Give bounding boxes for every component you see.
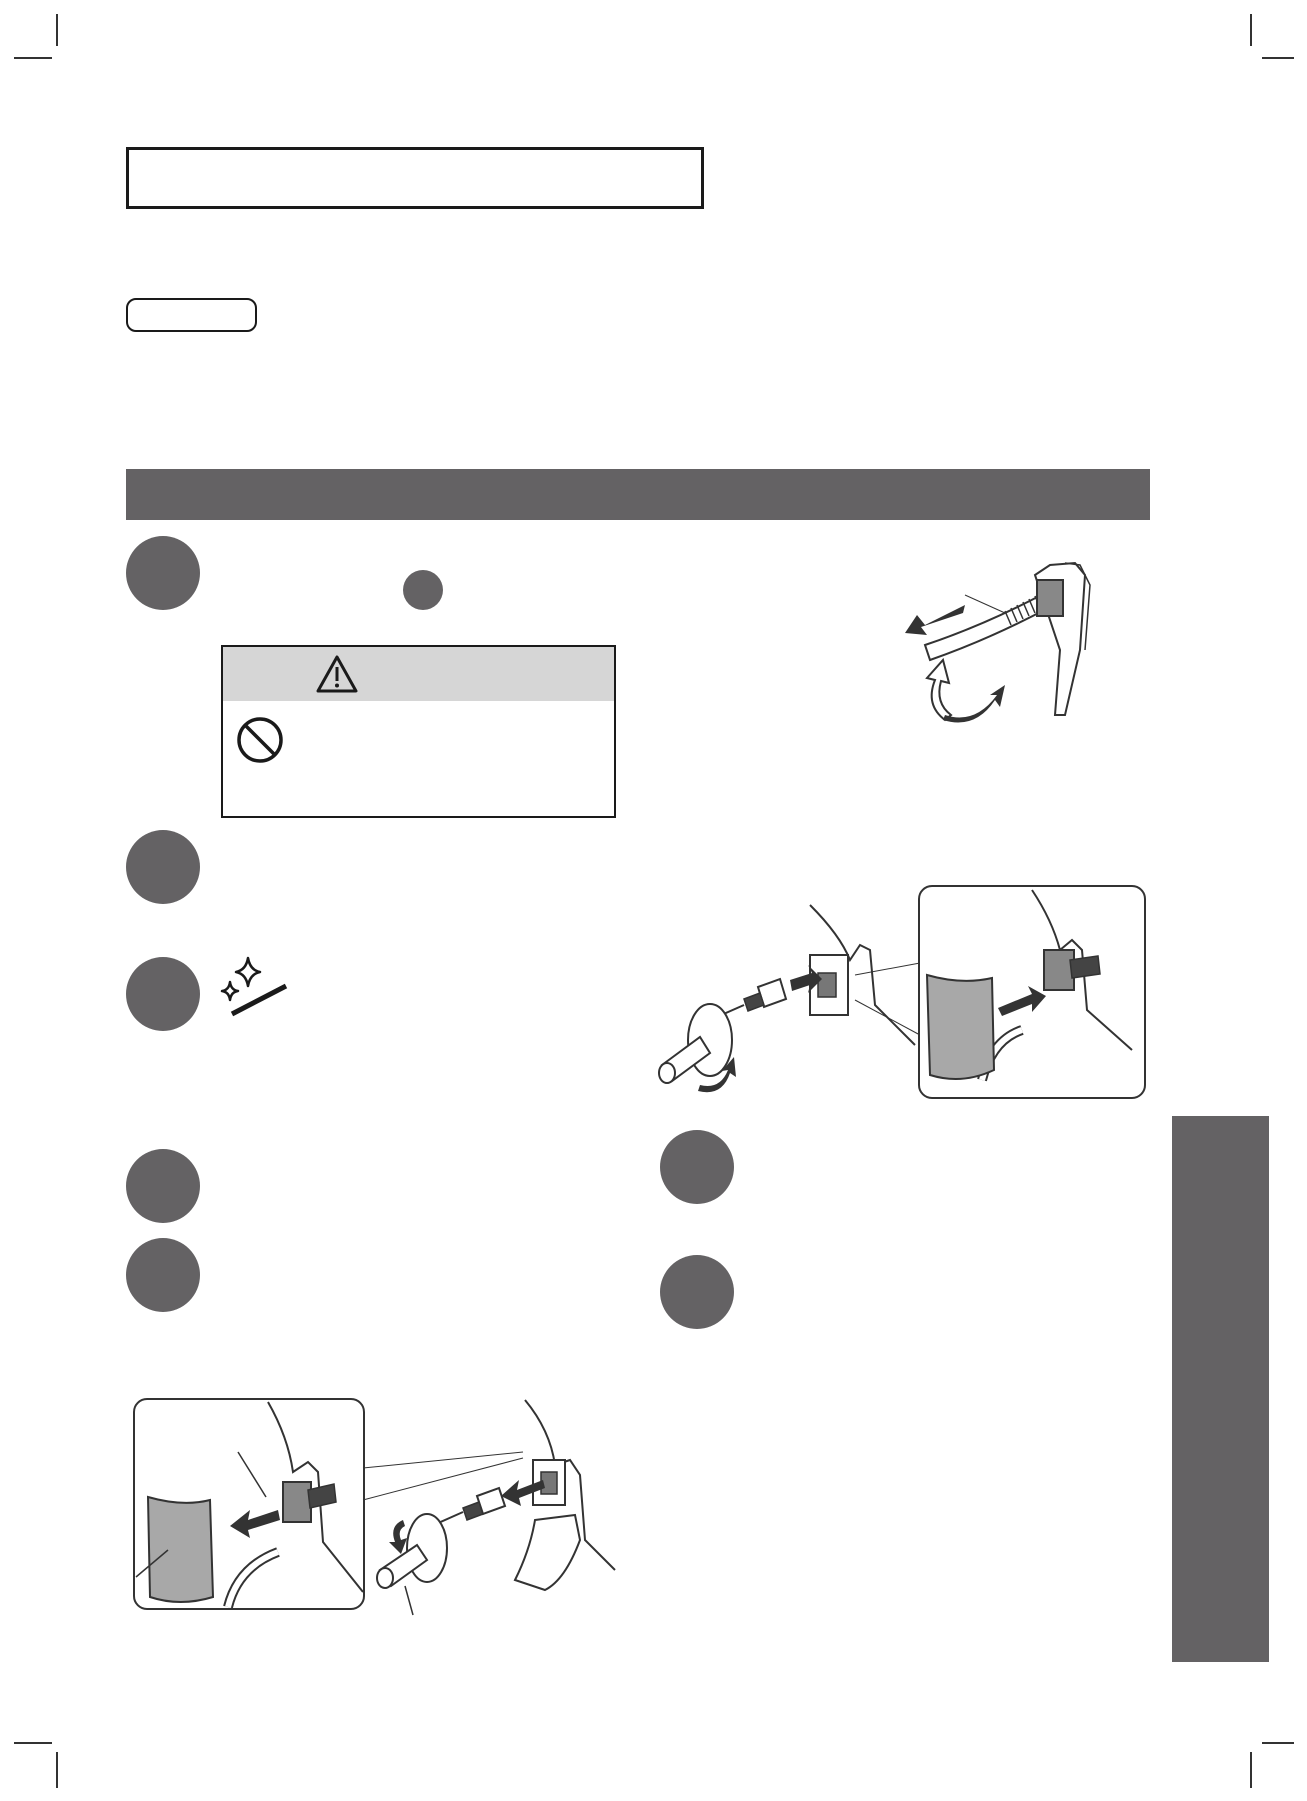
- sparkle-clean-icon: [218, 954, 288, 1020]
- crop-mark: [14, 57, 52, 59]
- crop-mark: [1250, 14, 1252, 46]
- cover-removal-detail: [138, 1402, 363, 1607]
- note-label-pill: [126, 298, 257, 332]
- crop-mark: [1262, 1742, 1294, 1744]
- warning-header: [223, 647, 614, 701]
- screw-insertion-illustration: [640, 905, 920, 1105]
- crop-mark: [1250, 1752, 1252, 1788]
- crop-mark: [56, 14, 58, 46]
- warning-box: [221, 645, 616, 818]
- step-marker-3: [126, 957, 200, 1031]
- crop-mark: [56, 1752, 58, 1788]
- screw-removal-illustration: [365, 1400, 615, 1620]
- hose-removal-illustration: [905, 555, 1135, 745]
- chapter-side-tab: [1172, 1116, 1269, 1662]
- section-header-bar: [126, 469, 1150, 520]
- step-marker-2: [126, 830, 200, 904]
- prohibited-icon: [235, 715, 285, 765]
- reference-marker: [403, 570, 443, 610]
- warning-triangle-icon: [315, 654, 359, 694]
- step-marker-5: [126, 1238, 200, 1312]
- page-title-box: [126, 147, 704, 209]
- crop-mark: [1262, 57, 1294, 59]
- crop-mark: [14, 1742, 52, 1744]
- cover-attach-detail: [922, 890, 1142, 1095]
- step-marker-7: [660, 1255, 734, 1329]
- step-marker-4: [126, 1149, 200, 1223]
- step-marker-6: [660, 1130, 734, 1204]
- step-marker-1: [126, 536, 200, 610]
